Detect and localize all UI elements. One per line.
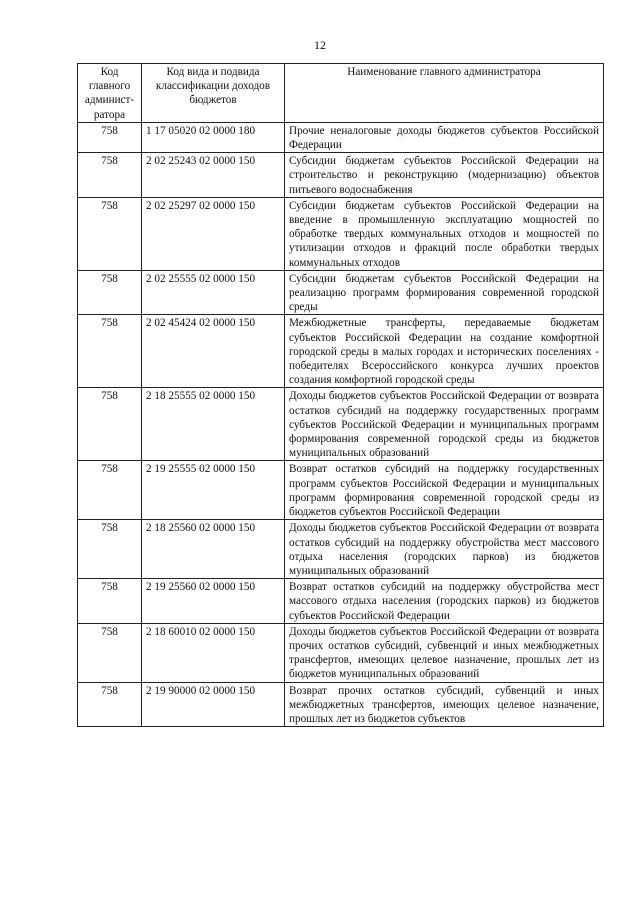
kbk-code-cell: 1 17 05020 02 0000 180 (142, 122, 285, 152)
kbk-code-cell: 2 18 25560 02 0000 150 (142, 520, 285, 579)
admin-name-cell: Доходы бюджетов субъектов Российской Федерации от возврата прочих остатков субсидий, субвенций и иных межбюджетных трансфертов, имеющих целевое назначение, прошлых лет из бюджетов муниципальных образований (285, 623, 604, 682)
table-row (78, 579, 604, 624)
admin-name-cell: Субсидии бюджетам субъектов Российской Федерации на строительство и реконструкцию (модернизацию) объектов питьевого водоснабжения (285, 153, 604, 198)
kbk-code-cell: 2 19 25555 02 0000 150 (142, 461, 285, 520)
kbk-code-cell: 2 19 25560 02 0000 150 (142, 579, 285, 624)
admin-name-cell: Межбюджетные трансферты, передаваемые бюджетам субъектов Российской Федерации на создание комфортной городской среды в малых городах и исторических поселениях - победителях Всероссийского конкурса лучших проектов создания комфортной городской среды (285, 315, 604, 388)
admin-code-cell: 758 (78, 153, 142, 198)
kbk-code-cell: 2 02 45424 02 0000 150 (142, 315, 285, 388)
kbk-code-cell: 2 02 25243 02 0000 150 (142, 153, 285, 198)
page-number: 12 (314, 38, 326, 52)
kbk-code-cell: 2 19 90000 02 0000 150 (142, 682, 285, 727)
header-kbk: Код вида и подвида классификации доходов бюджетов (142, 64, 285, 123)
kbk-code-cell: 2 18 60010 02 0000 150 (142, 623, 285, 682)
admin-code-cell: 758 (78, 315, 142, 388)
table-row (78, 461, 604, 520)
admin-code-cell: 758 (78, 579, 142, 624)
admin-name-cell: Возврат прочих остатков субсидий, субвенций и иных межбюджетных трансфертов, имеющих целевое назначение, прошлых лет из бюджетов субъектов (285, 682, 604, 727)
admin-name-cell: Субсидии бюджетам субъектов Российской Федерации на введение в промышленную эксплуатацию мощностей по обработке твердых коммунальных отходов и мощностей по утилизации отходов и фракций после обработки твердых коммунальных отходов (285, 197, 604, 270)
table-row (78, 520, 604, 579)
table-row (78, 197, 604, 270)
admin-name-cell: Возврат остатков субсидий на поддержку обустройства мест массового отдыха населения (городских парков) из бюджетов субъектов Российской Федерации (285, 579, 604, 624)
revenue-administrators-table (77, 63, 604, 727)
admin-code-cell: 758 (78, 520, 142, 579)
admin-code-cell: 758 (78, 270, 142, 315)
kbk-code-cell: 2 02 25297 02 0000 150 (142, 197, 285, 270)
table-row (78, 122, 604, 152)
admin-code-cell: 758 (78, 388, 142, 461)
table-row (78, 682, 604, 727)
admin-name-cell: Возврат остатков субсидий на поддержку государственных программ субъектов Российской Федерации и муниципальных программ формирования современной городской среды из бюджетов субъектов Российской Федерации (285, 461, 604, 520)
table-row (78, 270, 604, 315)
kbk-code-cell: 2 02 25555 02 0000 150 (142, 270, 285, 315)
table-row (78, 315, 604, 388)
admin-name-cell: Субсидии бюджетам субъектов Российской Федерации на реализацию программ формирования современной городской среды (285, 270, 604, 315)
table-row (78, 388, 604, 461)
admin-code-cell: 758 (78, 623, 142, 682)
admin-name-cell: Доходы бюджетов субъектов Российской Федерации от возврата остатков субсидий на поддержку государственных программ субъектов Российской Федерации и муниципальных программ формирования современной городской среды из бюджетов муниципальных образований (285, 388, 604, 461)
admin-name-cell: Доходы бюджетов субъектов Российской Федерации от возврата остатков субсидий на поддержку обустройства мест массового отдыха населения (городских парков) из бюджетов муниципальных образований (285, 520, 604, 579)
table-header-row (78, 64, 604, 123)
table-row (78, 623, 604, 682)
admin-code-cell: 758 (78, 122, 142, 152)
header-admin-name: Наименование главного администратора (285, 64, 604, 123)
admin-code-cell: 758 (78, 461, 142, 520)
table-row (78, 153, 604, 198)
admin-code-cell: 758 (78, 682, 142, 727)
admin-name-cell: Прочие неналоговые доходы бюджетов субъектов Российской Федерации (285, 122, 604, 152)
kbk-code-cell: 2 18 25555 02 0000 150 (142, 388, 285, 461)
admin-code-cell: 758 (78, 197, 142, 270)
header-admin-code: Код главного админист-ратора (78, 64, 142, 123)
